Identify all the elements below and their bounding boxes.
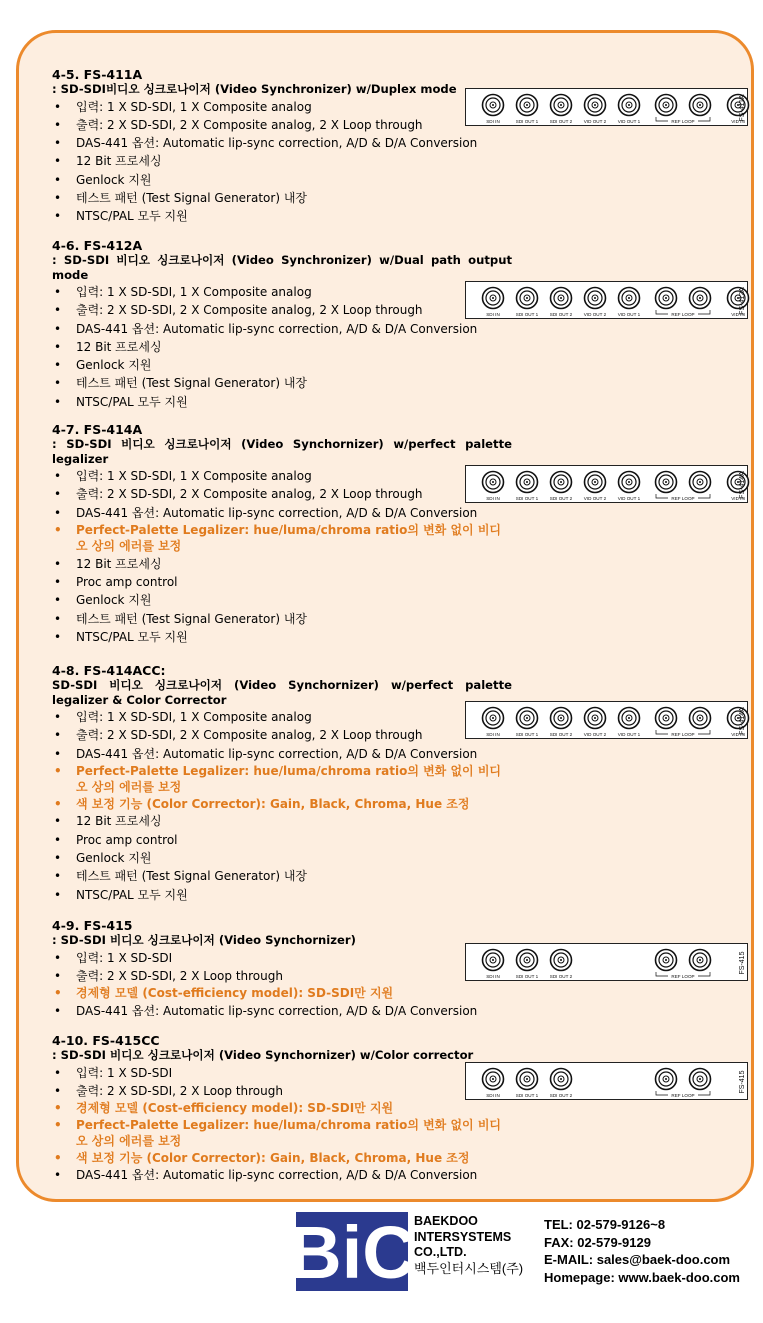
bnc-connector-icon (656, 288, 677, 309)
connector-label: VID OUT 1 (617, 496, 641, 501)
bnc-connector-icon (517, 472, 538, 493)
connector-label: SDI OUT 2 (549, 312, 573, 317)
connector-label: REF LOOP (671, 974, 695, 979)
section-title: 4-7. FS-414A (52, 422, 143, 437)
connector-label: SDI OUT 2 (549, 1093, 573, 1098)
connector-label: SDI OUT 1 (515, 1093, 539, 1098)
bnc-connector-icon (483, 472, 504, 493)
section-5 (52, 918, 512, 1020)
connector-label: VID OUT 1 (617, 732, 641, 737)
feature-item: • 테스트 패턴 (Test Signal Generator) 내장 (52, 374, 512, 392)
section-title: 4-6. FS-412A (52, 238, 143, 253)
connector-label: SDI OUT 1 (515, 732, 539, 737)
feature-item: • Genlock 지원 (52, 356, 512, 374)
connector-label: SDI IN (486, 119, 500, 124)
feature-item: • 테스트 패턴 (Test Signal Generator) 내장 (52, 867, 512, 885)
bnc-connector-icon (551, 950, 572, 971)
connector-label: VID IN (731, 496, 745, 501)
connector-label: VID IN (731, 732, 745, 737)
feature-list (52, 283, 512, 411)
bnc-connector-icon (551, 708, 572, 729)
connector-label: SDI OUT 2 (549, 732, 573, 737)
logo-lettering: BiC (288, 1211, 416, 1294)
feature-item-highlight: • Perfect-Palette Legalizer: hue/luma/chroma ratio의 변화 없이 비디오 상의 에러를 보정 (52, 522, 512, 555)
bnc-connector-icon (585, 708, 606, 729)
feature-item: • NTSC/PAL 모두 지원 (52, 207, 512, 225)
tel-text: TEL: 02-579-9126~8 (544, 1217, 666, 1232)
feature-item: • DAS-441 옵션: Automatic lip-sync correction, A/D & D/A Conversion (52, 1002, 512, 1020)
connector-label: SDI IN (486, 312, 500, 317)
bnc-connector-icon (585, 95, 606, 116)
bnc-connector-icon (517, 1069, 538, 1090)
connector-label: SDI OUT 1 (515, 496, 539, 501)
bnc-connector-icon (619, 708, 640, 729)
fax-text: FAX: 02-579-9129 (544, 1234, 651, 1250)
connector-label: REF LOOP (671, 119, 695, 124)
connector-label: SDI IN (486, 732, 500, 737)
bnc-connector-icon (517, 288, 538, 309)
feature-item-highlight: • 색 보정 기능 (Color Corrector): Gain, Black, Chroma, Hue 조정 (52, 1150, 512, 1167)
feature-item: • NTSC/PAL 모두 지원 (52, 886, 512, 904)
connector-label: REF LOOP (671, 312, 695, 317)
connector-label: SDI OUT 1 (515, 312, 539, 317)
bnc-connector-icon (551, 288, 572, 309)
section-1 (52, 67, 512, 226)
bnc-connector-icon (483, 1069, 504, 1090)
bnc-connector-icon (551, 472, 572, 493)
section-4 (52, 663, 512, 904)
contact-info (544, 1216, 740, 1286)
bnc-connector-icon (517, 95, 538, 116)
bnc-connector-icon (656, 1069, 677, 1090)
model-label: FS-412A (739, 287, 746, 315)
connector-label: VID OUT 1 (617, 312, 641, 317)
feature-item: • Genlock 지원 (52, 591, 512, 609)
feature-item-highlight: • 경제형 모델 (Cost-efficiency model): SD-SDI만 지원 (52, 1100, 512, 1117)
bnc-connector-icon (656, 472, 677, 493)
feature-item: • NTSC/PAL 모두 지원 (52, 628, 512, 646)
feature-list (52, 1064, 512, 1185)
bnc-connector-icon (483, 95, 504, 116)
company-korean-name: 백두인터시스템(주) (414, 1260, 524, 1276)
feature-item: • 입력: 1 X SD-SDI, 1 X Composite analog (52, 98, 512, 116)
feature-item: • 입력: 1 X SD-SDI (52, 1064, 512, 1082)
section-title: 4-5. FS-411A (52, 67, 143, 82)
feature-item-highlight: • 색 보정 기능 (Color Corrector): Gain, Black, Chroma, Hue 조정 (52, 796, 512, 813)
bnc-connector-icon (656, 950, 677, 971)
bnc-connector-icon (517, 950, 538, 971)
feature-list (52, 949, 512, 1020)
bnc-connector-icon (517, 708, 538, 729)
connector-label: REF LOOP (671, 732, 695, 737)
bnc-connector-icon (690, 95, 711, 116)
connector-label: SDI OUT 2 (549, 974, 573, 979)
connector-label: SDI OUT 1 (515, 119, 539, 124)
bnc-connector-icon (585, 472, 606, 493)
model-label: FS-411A (739, 94, 746, 122)
feature-list (52, 98, 512, 226)
bnc-connector-icon (483, 708, 504, 729)
rear-panel-diagram (465, 465, 748, 503)
feature-item: • 출력: 2 X SD-SDI, 2 X Loop through (52, 967, 512, 985)
connector-label: VID OUT 2 (583, 312, 607, 317)
section-2 (52, 238, 512, 411)
feature-item: • 테스트 패턴 (Test Signal Generator) 내장 (52, 189, 512, 207)
bnc-connector-icon (619, 95, 640, 116)
footer (0, 1205, 763, 1323)
connector-label: SDI OUT 2 (549, 119, 573, 124)
model-label: FS-414A (739, 707, 746, 735)
connector-label: VID IN (731, 312, 745, 317)
feature-item: • Genlock 지원 (52, 849, 512, 867)
company-line-2: INTERSYSTEMS (414, 1229, 512, 1244)
feature-item: • DAS-441 옵션: Automatic lip-sync correction, A/D & D/A Conversion (52, 504, 512, 522)
feature-item: • Proc amp control (52, 573, 512, 591)
company-line-3: CO.,LTD. (414, 1245, 467, 1259)
feature-item: • 12 Bit 프로세싱 (52, 555, 512, 573)
connector-label: SDI OUT 1 (515, 974, 539, 979)
section-title: 4-10. FS-415CC (52, 1033, 160, 1048)
feature-item: • 출력: 2 X SD-SDI, 2 X Composite analog, 2 X Loop through (52, 301, 512, 319)
bnc-connector-icon (483, 950, 504, 971)
feature-item-highlight: • 경제형 모델 (Cost-efficiency model): SD-SDI만 지원 (52, 985, 512, 1002)
feature-item: • DAS-441 옵션: Automatic lip-sync correction, A/D & D/A Conversion (52, 1166, 512, 1184)
feature-item: • 출력: 2 X SD-SDI, 2 X Loop through (52, 1082, 512, 1100)
connector-label: VID OUT 2 (583, 496, 607, 501)
section-6 (52, 1033, 512, 1184)
bnc-connector-icon (483, 288, 504, 309)
bnc-connector-icon (551, 95, 572, 116)
section-subtitle: SD-SDI 비디오 싱크로나이저 (Video Synchornizer) w/perfect palette legalizer & Color Corrector (52, 678, 512, 707)
section-3 (52, 422, 512, 646)
rear-panel-diagram (465, 281, 748, 319)
feature-item: • 입력: 1 X SD-SDI (52, 949, 512, 967)
bnc-connector-icon (690, 1069, 711, 1090)
connector-label: VID OUT 1 (617, 119, 641, 124)
section-title: 4-8. FS-414ACC: (52, 663, 166, 678)
bnc-connector-icon (656, 708, 677, 729)
connector-label: REF LOOP (671, 1093, 695, 1098)
feature-item: • Genlock 지원 (52, 171, 512, 189)
feature-item: • 출력: 2 X SD-SDI, 2 X Composite analog, 2 X Loop through (52, 485, 512, 503)
connector-label: SDI IN (486, 1093, 500, 1098)
feature-item: • DAS-441 옵션: Automatic lip-sync correction, A/D & D/A Conversion (52, 134, 512, 152)
feature-list (52, 467, 512, 646)
connector-label: SDI IN (486, 496, 500, 501)
connector-label: VID OUT 2 (583, 732, 607, 737)
email-text: E-MAIL: sales@baek-doo.com (544, 1252, 731, 1267)
company-line-1: BAEKDOO (414, 1214, 478, 1228)
feature-list (52, 708, 512, 904)
feature-item: • DAS-441 옵션: Automatic lip-sync correction, A/D & D/A Conversion (52, 320, 512, 338)
feature-item: • DAS-441 옵션: Automatic lip-sync correction, A/D & D/A Conversion (52, 745, 512, 763)
feature-item: • 12 Bit 프로세싱 (52, 152, 512, 170)
feature-item: • 12 Bit 프로세싱 (52, 338, 512, 356)
bnc-connector-icon (619, 472, 640, 493)
bnc-connector-icon (551, 1069, 572, 1090)
connector-label: SDI IN (486, 974, 500, 979)
model-label: FS-415 (739, 1070, 746, 1094)
feature-item: • 입력: 1 X SD-SDI, 1 X Composite analog (52, 283, 512, 301)
feature-item: • NTSC/PAL 모두 지원 (52, 393, 512, 411)
bnc-connector-icon (690, 950, 711, 971)
bnc-connector-icon (656, 95, 677, 116)
homepage-text: Homepage: www.baek-doo.com (544, 1269, 740, 1285)
feature-item: • Proc amp control (52, 831, 512, 849)
connector-label: VID OUT 2 (583, 119, 607, 124)
feature-item: • 입력: 1 X SD-SDI, 1 X Composite analog (52, 708, 512, 726)
bic-logo (288, 1211, 416, 1294)
rear-panel-diagram (465, 88, 748, 126)
connector-label: REF LOOP (671, 496, 695, 501)
bnc-connector-icon (690, 472, 711, 493)
section-title: 4-9. FS-415 (52, 918, 133, 933)
rear-panel-diagram (465, 1062, 748, 1100)
company-name (414, 1214, 523, 1276)
connector-label: SDI OUT 2 (549, 496, 573, 501)
bnc-connector-icon (585, 288, 606, 309)
section-subtitle: : SD-SDI 비디오 싱크로나이저 (Video Synchornizer) w/Color corrector (52, 1048, 474, 1062)
section-subtitle: : SD-SDI 비디오 싱크로나이저 (Video Synchornizer) (52, 933, 356, 947)
bnc-connector-icon (690, 708, 711, 729)
feature-item-highlight: • Perfect-Palette Legalizer: hue/luma/chroma ratio의 변화 없이 비디오 상의 에러를 보정 (52, 763, 512, 796)
model-label: FS-414A (739, 471, 746, 499)
feature-item: • 12 Bit 프로세싱 (52, 812, 512, 830)
section-subtitle: : SD-SDI 비디오 싱크로나이저 (Video Synchornizer) w/perfect palette legalizer (52, 437, 512, 466)
rear-panel-diagram (465, 701, 748, 739)
feature-item: • 출력: 2 X SD-SDI, 2 X Composite analog, 2 X Loop through (52, 726, 512, 744)
feature-item: • 테스트 패턴 (Test Signal Generator) 내장 (52, 610, 512, 628)
feature-item: • 출력: 2 X SD-SDI, 2 X Composite analog, 2 X Loop through (52, 116, 512, 134)
bnc-connector-icon (690, 288, 711, 309)
section-subtitle: : SD-SDI 비디오 싱크로나이저 (Video Synchronizer) w/Dual path output mode (52, 253, 512, 282)
model-label: FS-415 (739, 951, 746, 975)
connector-label: VID IN (731, 119, 745, 124)
rear-panel-diagram (465, 943, 748, 981)
bnc-connector-icon (619, 288, 640, 309)
feature-item-highlight: • Perfect-Palette Legalizer: hue/luma/chroma ratio의 변화 없이 비디오 상의 에러를 보정 (52, 1117, 512, 1150)
section-subtitle: : SD-SDI비디오 싱크로나이저 (Video Synchronizer) w/Duplex mode (52, 82, 457, 96)
feature-item: • 입력: 1 X SD-SDI, 1 X Composite analog (52, 467, 512, 485)
